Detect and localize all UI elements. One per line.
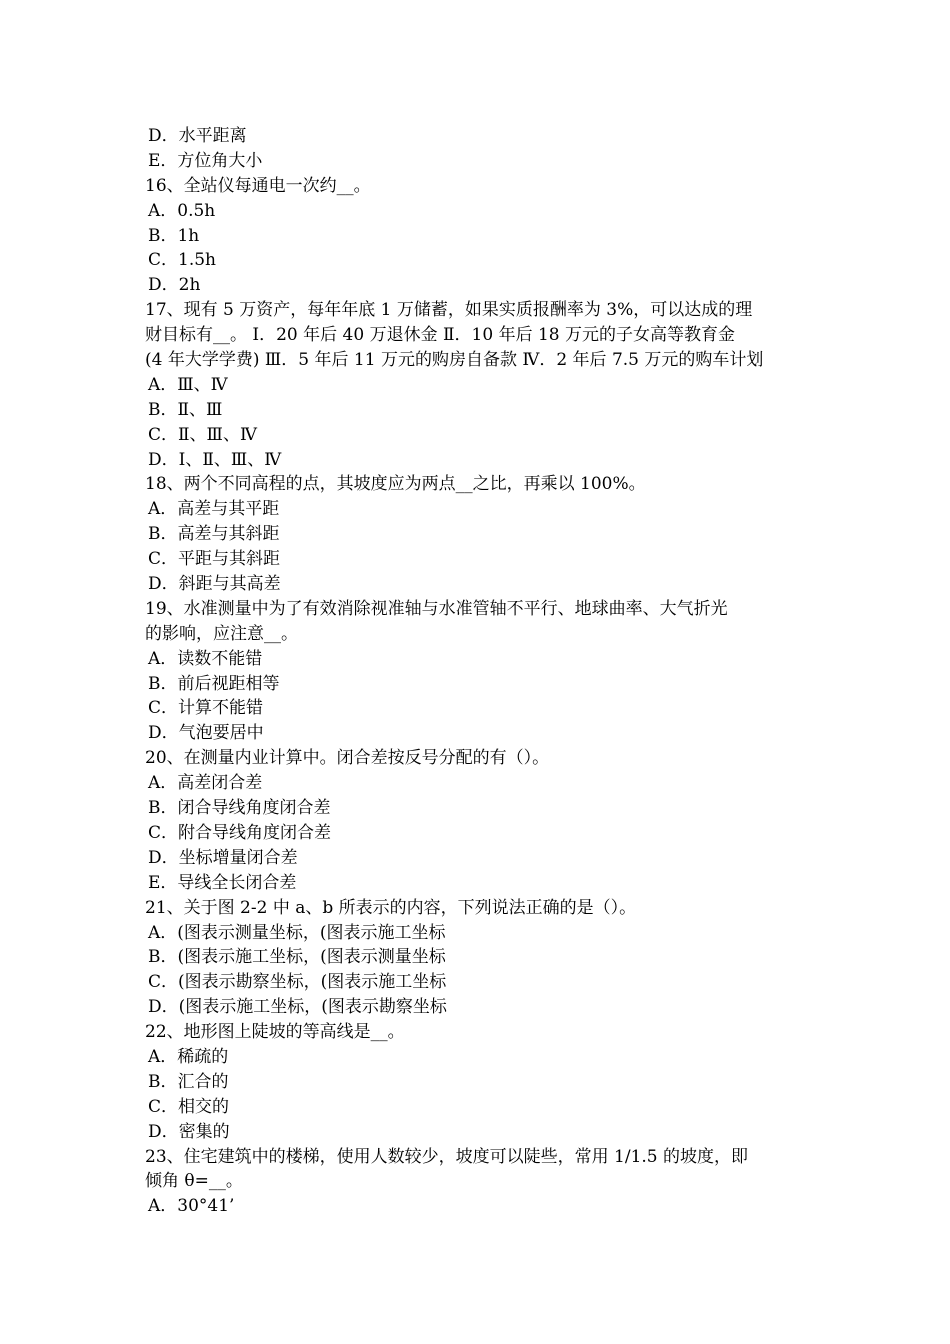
- question-line: 22、地形图上陡坡的等高线是__。: [145, 1022, 405, 1043]
- option-line: A．高差与其平距: [148, 499, 280, 520]
- question-line: 财目标有__。 Ⅰ．20 年后 40 万退休金 Ⅱ．10 年后 18 万元的子女高等教育金: [145, 325, 736, 346]
- option-line: B．1h: [148, 225, 200, 246]
- option-line: A．读数不能错: [148, 648, 263, 669]
- option-line: D．密集的: [148, 1121, 230, 1142]
- question-line: 倾角 θ=__。: [145, 1171, 243, 1192]
- option-line: D．坐标增量闭合差: [148, 847, 298, 868]
- option-line: B．闭合导线角度闭合差: [148, 798, 331, 819]
- option-line: A．高差闭合差: [148, 773, 263, 794]
- option-line: B．前后视距相等: [148, 673, 280, 694]
- option-line: E．导线全长闭合差: [148, 872, 297, 893]
- option-line: B．Ⅱ、Ⅲ: [148, 399, 223, 420]
- option-line: A．0.5h: [148, 200, 216, 221]
- option-line: C．相交的: [148, 1096, 230, 1117]
- question-line: 18、两个不同高程的点，其坡度应为两点__之比，再乘以 100%。: [145, 474, 646, 495]
- option-line: A．(图表示测量坐标，(图表示施工坐标: [148, 922, 446, 943]
- option-line: B．高差与其斜距: [148, 524, 280, 545]
- question-line: 20、在测量内业计算中。闭合差按反号分配的有（）。: [145, 748, 550, 769]
- option-line: A．30°41’: [148, 1196, 235, 1217]
- option-line: B．汇合的: [148, 1071, 229, 1092]
- option-line: D．(图表示施工坐标，(图表示勘察坐标: [148, 997, 447, 1018]
- option-line: A．Ⅲ、Ⅳ: [148, 374, 228, 395]
- option-line: C．计算不能错: [148, 698, 264, 719]
- option-line: E．方位角大小: [148, 150, 263, 171]
- option-line: C．Ⅱ、Ⅲ、Ⅳ: [148, 424, 257, 445]
- option-line: C．1.5h: [148, 250, 216, 271]
- question-line: 23、住宅建筑中的楼梯，使用人数较少，坡度可以陡些，常用 1/1.5 的坡度，即: [145, 1146, 749, 1167]
- question-line: 16、全站仪每通电一次约__。: [145, 175, 371, 196]
- question-line: 的影响，应注意__。: [145, 623, 298, 644]
- option-line: A．稀疏的: [148, 1046, 229, 1067]
- option-line: B．(图表示施工坐标，(图表示测量坐标: [148, 947, 446, 968]
- option-line: C．附合导线角度闭合差: [148, 822, 332, 843]
- question-line: 17、现有 5 万资产，每年年底 1 万储蓄，如果实质报酬率为 3%，可以达成的理: [145, 300, 753, 321]
- question-line: 19、水准测量中为了有效消除视准轴与水准管轴不平行、地球曲率、大气折光: [145, 598, 728, 619]
- option-line: C．(图表示勘察坐标，(图表示施工坐标: [148, 972, 447, 993]
- option-line: D．气泡要居中: [148, 723, 264, 744]
- option-line: D．Ⅰ、Ⅱ、Ⅲ、Ⅳ: [148, 449, 282, 470]
- document-page: [145, 124, 810, 1219]
- option-line: C．平距与其斜距: [148, 549, 281, 570]
- option-line: D．斜距与其高差: [148, 574, 281, 595]
- question-line: 21、关于图 2-2 中 a、b 所表示的内容，下列说法正确的是（）。: [145, 897, 637, 918]
- option-line: D．水平距离: [148, 126, 247, 146]
- option-line: D．2h: [148, 275, 201, 296]
- question-line: (4 年大学学费) Ⅲ．5 年后 11 万元的购房自备款 Ⅳ．2 年后 7.5 万元的购车计划: [145, 350, 764, 371]
